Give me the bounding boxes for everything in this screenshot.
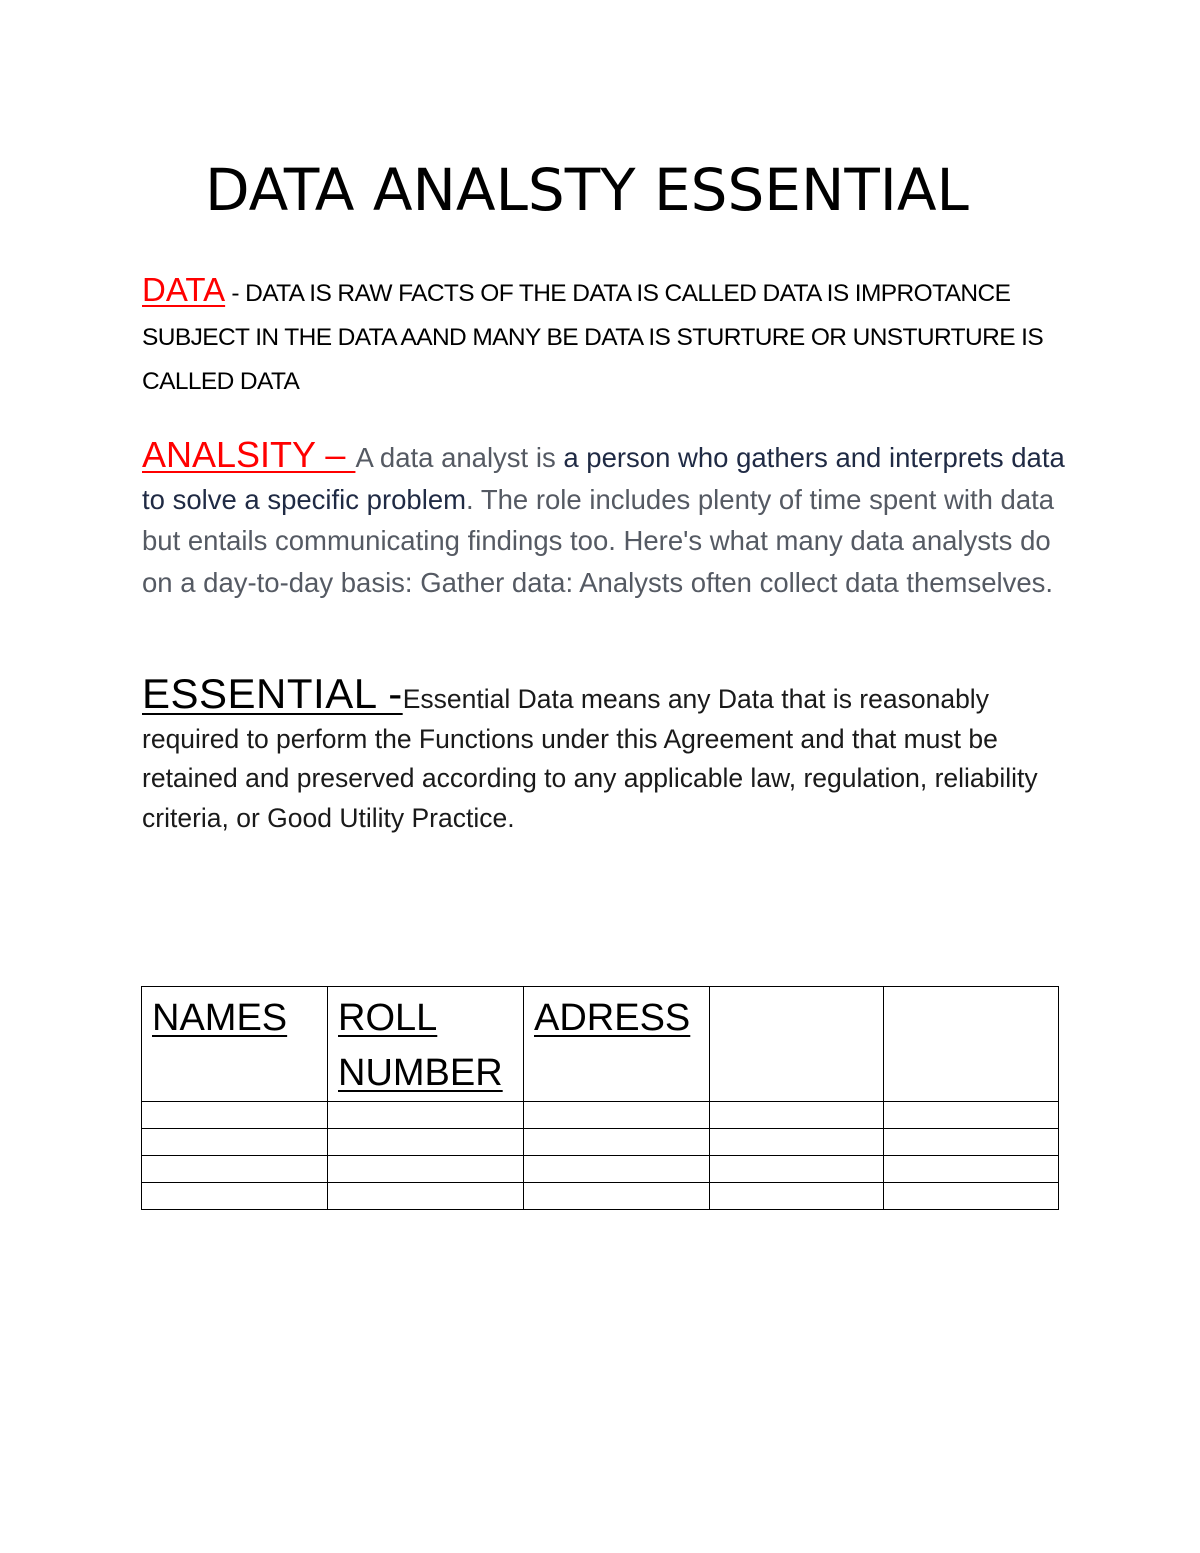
data-separator: -: [225, 280, 246, 307]
table-cell[interactable]: [142, 1129, 328, 1156]
table-cell[interactable]: [524, 1156, 710, 1183]
table-cell[interactable]: [328, 1102, 524, 1129]
essential-body: Essential Data means any Data that is reasonably required to perform the Functions under this Agreement and that must be retained and preserved according to any applicable law, regulation, reliability criteria, or Good Utility Practice.: [142, 684, 1038, 833]
table-cell[interactable]: [142, 1183, 328, 1210]
header-cell-names[interactable]: NAMES: [142, 987, 328, 1102]
table-cell[interactable]: [710, 1102, 884, 1129]
analsity-term: ANALSITY –: [142, 434, 356, 475]
data-term: DATA: [142, 271, 226, 308]
essential-paragraph: [142, 670, 1072, 838]
table-cell[interactable]: [142, 1156, 328, 1183]
document-title: DATA ANALSTY ESSENTIAL: [205, 156, 969, 224]
table-cell[interactable]: [884, 1183, 1059, 1210]
table-cell[interactable]: [710, 1183, 884, 1210]
analsity-paragraph: [142, 434, 1072, 603]
student-table-wrap: [141, 986, 1059, 1210]
table-row: [142, 1183, 1059, 1210]
analsity-lead: A data analyst is: [355, 442, 564, 473]
essential-term: ESSENTIAL -: [142, 670, 403, 717]
analsity-body: . The role includes plenty of time spent with data but entails communicating findings too. Here's what many data analysts do on a day-to-day basis: Gather data: Analysts often collect data themselves.: [142, 483, 1055, 598]
student-table: [141, 986, 1059, 1210]
header-cell-adress[interactable]: ADRESS: [524, 987, 710, 1102]
header-cell-empty-5[interactable]: [884, 987, 1059, 1102]
data-body: DATA IS RAW FACTS OF THE DATA IS CALLED DATA IS IMPROTANCE SUBJECT IN THE DATA AAND MANY BE DATA IS STURTURE OR UNSTURTURE IS CALLED DATA: [142, 280, 1044, 395]
table-cell[interactable]: [524, 1183, 710, 1210]
analsity-highlight: a person who gathers and interprets data to solve a specific problem: [142, 442, 1065, 515]
header-cell-roll-number[interactable]: ROLL NUMBER: [328, 987, 524, 1102]
table-header-row: [142, 987, 1059, 1102]
table-cell[interactable]: [524, 1102, 710, 1129]
table-cell[interactable]: [884, 1156, 1059, 1183]
table-cell[interactable]: [884, 1129, 1059, 1156]
table-cell[interactable]: [710, 1156, 884, 1183]
table-cell[interactable]: [328, 1183, 524, 1210]
table-cell[interactable]: [142, 1102, 328, 1129]
table-row: [142, 1156, 1059, 1183]
header-cell-empty-4[interactable]: [710, 987, 884, 1102]
data-paragraph: [142, 268, 1072, 404]
table-cell[interactable]: [524, 1129, 710, 1156]
table-cell[interactable]: [710, 1129, 884, 1156]
table-cell[interactable]: [328, 1156, 524, 1183]
table-row: [142, 1129, 1059, 1156]
table-row: [142, 1102, 1059, 1129]
table-cell[interactable]: [328, 1129, 524, 1156]
table-cell[interactable]: [884, 1102, 1059, 1129]
